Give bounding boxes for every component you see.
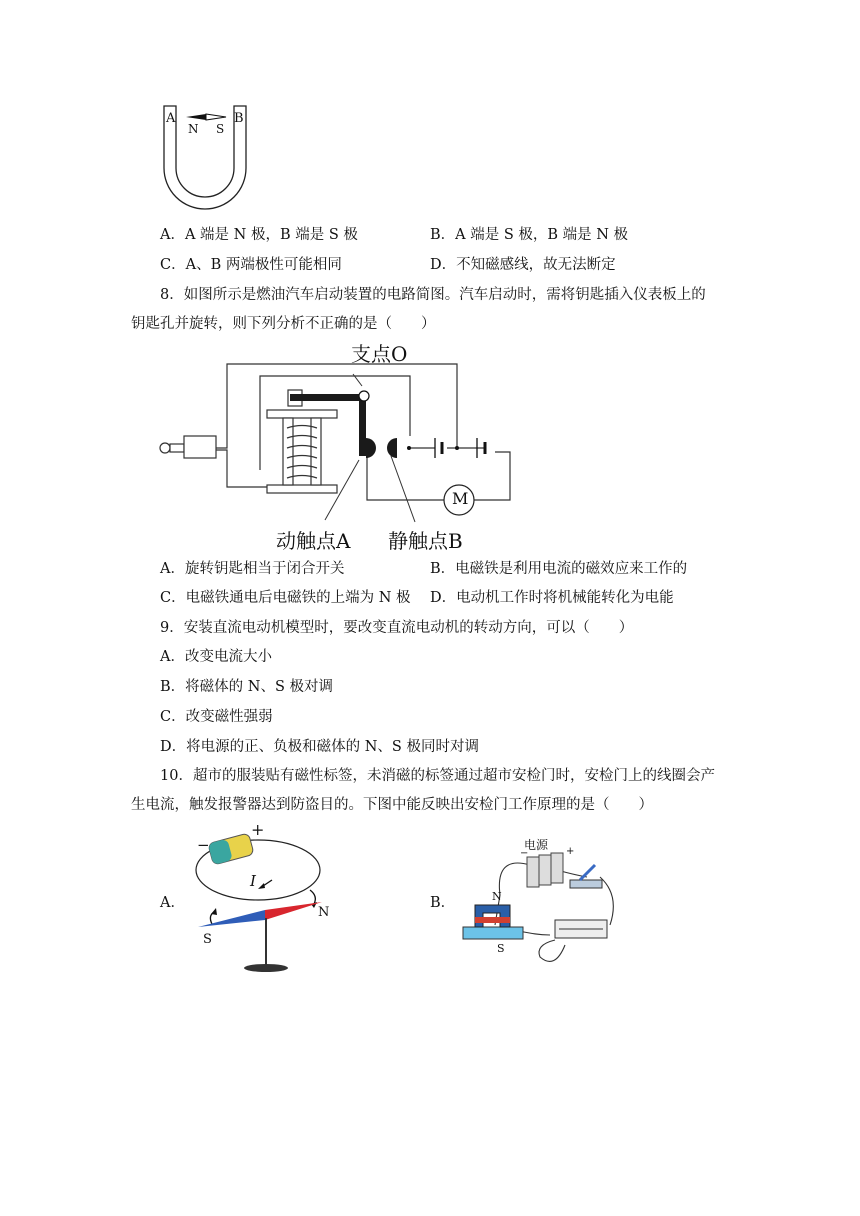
- q9-stem: 9．安装直流电动机模型时，要改变直流电动机的转动方向，可以（ ）: [160, 620, 634, 636]
- q9-option-b: B．将磁体的 N、S 极对调: [160, 679, 333, 695]
- needle-s-label-a: S: [203, 932, 212, 947]
- ignition-key-icon: [160, 436, 216, 458]
- battery-minus-label: −: [197, 836, 210, 854]
- car-starter-circuit-figure: [155, 340, 525, 555]
- q9-option-c: C．改变磁性强弱: [160, 709, 273, 725]
- q8-stem-line2: 钥匙孔并旋转，则下列分析不正确的是（ ）: [131, 316, 436, 332]
- needle-s-label: S: [216, 122, 225, 136]
- q7-option-b: B．A 端是 S 极，B 端是 N 极: [430, 227, 629, 243]
- q8-option-d: D．电动机工作时将机械能转化为电能: [430, 590, 674, 606]
- magnet-n-label-b: N: [492, 890, 502, 903]
- magnet-end-b-label: B: [234, 111, 244, 126]
- needle-n-label-a: N: [318, 905, 330, 920]
- magnet-s-label-b: S: [497, 942, 505, 955]
- battery-plus-label: +: [251, 820, 265, 839]
- magnet-icon: [463, 905, 523, 939]
- q10-option-b-label: B．: [430, 895, 456, 911]
- power-supply-icon: [527, 853, 563, 887]
- q8-option-a: A．旋转钥匙相当于闭合开关: [160, 561, 345, 577]
- power-supply-label: 电源: [524, 838, 549, 852]
- magnet-end-a-label: A: [166, 111, 176, 126]
- electromagnet-icon: [267, 410, 337, 493]
- power-minus-label: −: [520, 848, 529, 859]
- q8-option-c: C．电磁铁通电后电磁铁的上端为 N 极: [160, 590, 411, 606]
- contact-a-label: 动触点A: [276, 529, 351, 553]
- needle-n-label: N: [188, 122, 199, 136]
- contact-b-label: 静触点B: [388, 529, 463, 553]
- power-plus-label: +: [566, 846, 575, 857]
- pivot-o-label: 支点O: [351, 342, 408, 366]
- q9-option-d: D．将电源的正、负极和磁体的 N、S 极同时对调: [160, 739, 479, 755]
- q7-option-a: A．A 端是 N 极，B 端是 S 极: [160, 227, 358, 243]
- q10-stem-line1: 10．超市的服装贴有磁性标签，未消磁的标签通过超市安检门时，安检门上的线圈会产: [160, 768, 715, 784]
- q10-stem-line2: 生电流，触发报警器达到防盗目的。下图中能反映出安检门工作原理的是（ ）: [131, 797, 653, 813]
- ammeter-icon: [555, 920, 607, 938]
- q8-option-b: B．电磁铁是利用电流的磁效应来工作的: [430, 561, 688, 577]
- battery-icon: [208, 833, 254, 865]
- q7-option-c: C．A、B 两端极性可能相同: [160, 257, 342, 273]
- q7-option-d: D．不知磁感线，故无法断定: [430, 257, 616, 273]
- motor-m-label: M: [452, 489, 469, 508]
- induction-apparatus-figure: [455, 835, 620, 965]
- q10-option-a-label: A．: [160, 895, 185, 911]
- q9-option-a: A．改变电流大小: [160, 649, 272, 665]
- current-i-label: I: [250, 872, 256, 890]
- q8-stem-line1: 8．如图所示是燃油汽车启动装置的电路简图。汽车启动时，需将钥匙插入仪表板上的: [160, 287, 706, 303]
